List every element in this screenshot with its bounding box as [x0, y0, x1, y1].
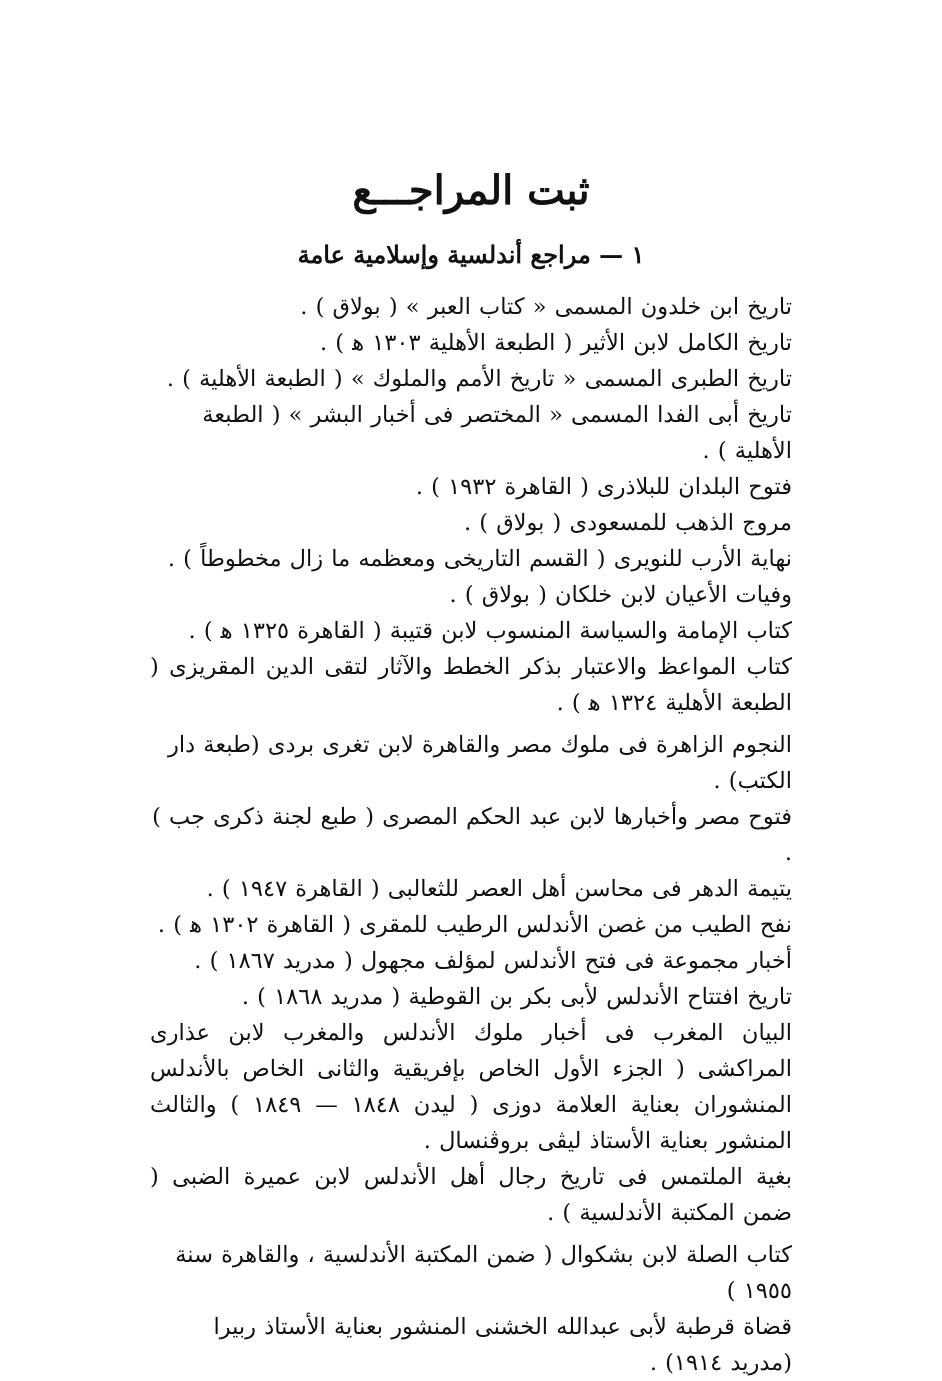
reference-item: كتاب الإمامة والسياسة المنسوب لابن قتيبة ( القاهرة ١٣٢٥ ﻫ ) . — [188, 618, 792, 644]
reference-item: نهاية الأرب للنويرى ( القسم التاريخى ومعظمه ما زال مخطوطاً ) . — [167, 546, 792, 572]
references-page — [150, 165, 792, 1381]
section-heading: ١ — مراجع أندلسية وإسلامية عامة — [297, 240, 645, 269]
reference-item: تاريخ ابن خلدون المسمى « كتاب العبر » ( بولاق ) . — [300, 294, 792, 320]
reference-item: قضاة قرطبة لأبى عبدالله الخشنى المنشور بعناية الأستاذ ربيرا (مدريد ١٩١٤) . — [213, 1314, 792, 1376]
reference-item: بغية الملتمس فى تاريخ رجال أهل الأندلس لابن عميرة الضبى ( ضمن المكتبة الأندلسية ) . — [150, 1164, 792, 1226]
reference-item: وفيات الأعيان لابن خلكان ( بولاق ) . — [449, 582, 792, 608]
reference-item: أخبار مجموعة فى فتح الأندلس لمؤلف مجهول ( مدريد ١٨٦٧ ) . — [194, 948, 792, 974]
reference-item: تاريخ الطبرى المسمى « تاريخ الأمم والملوك » ( الطبعة الأهلية ) . — [166, 366, 792, 392]
reference-item: تاريخ افتتاح الأندلس لأبى بكر بن القوطية ( مدريد ١٨٦٨ ) . — [241, 984, 792, 1010]
reference-item: فتوح مصر وأخبارها لابن عبد الحكم المصرى ( طبع لجنة ذكرى جب ) . — [152, 804, 792, 866]
reference-item: مروج الذهب للمسعودى ( بولاق ) . — [463, 510, 792, 536]
reference-item: تاريخ الكامل لابن الأثير ( الطبعة الأهلية ١٣٠٣ ﻫ ) . — [320, 330, 792, 356]
reference-item: النجوم الزاهرة فى ملوك مصر والقاهرة لابن تغرى بردى (طبعة دار الكتب) . — [168, 732, 792, 794]
reference-list — [150, 289, 792, 1381]
reference-item: البيان المغرب فى أخبار ملوك الأندلس والمغرب لابن عذارى المراكشى ( الجزء الأول الخاص بإفريقية والثانى الخاص بالأندلس المنشوران بعناية العلامة دوزى ( ليدن ١٨٤٨ — ١٨٤٩ ) والثالث المنشور بعناية الأستاذ ليڤى بروڤنسال . — [150, 1020, 792, 1154]
reference-item: كتاب المواعظ والاعتبار بذكر الخطط والآثار لتقى الدين المقريزى ( الطبعة الأهلية ١٣٢٤ ﻫ ) . — [150, 654, 792, 716]
reference-item: تاريخ أبى الفدا المسمى « المختصر فى أخبار البشر » ( الطبعة الأهلية ) . — [202, 402, 792, 464]
reference-item: فتوح البلدان للبلاذرى ( القاهرة ١٩٣٢ ) . — [415, 474, 792, 500]
reference-item: كتاب الصلة لابن بشكوال ( ضمن المكتبة الأندلسية ، والقاهرة سنة ١٩٥٥ ) — [175, 1242, 792, 1304]
reference-item: يتيمة الدهر فى محاسن أهل العصر للثعالبى ( القاهرة ١٩٤٧ ) . — [206, 876, 792, 902]
reference-item: نفح الطيب من غصن الأندلس الرطيب للمقرى ( القاهرة ١٣٠٢ ﻫ ) . — [157, 912, 792, 938]
page-title: ثبت المراجـــع — [352, 167, 590, 214]
